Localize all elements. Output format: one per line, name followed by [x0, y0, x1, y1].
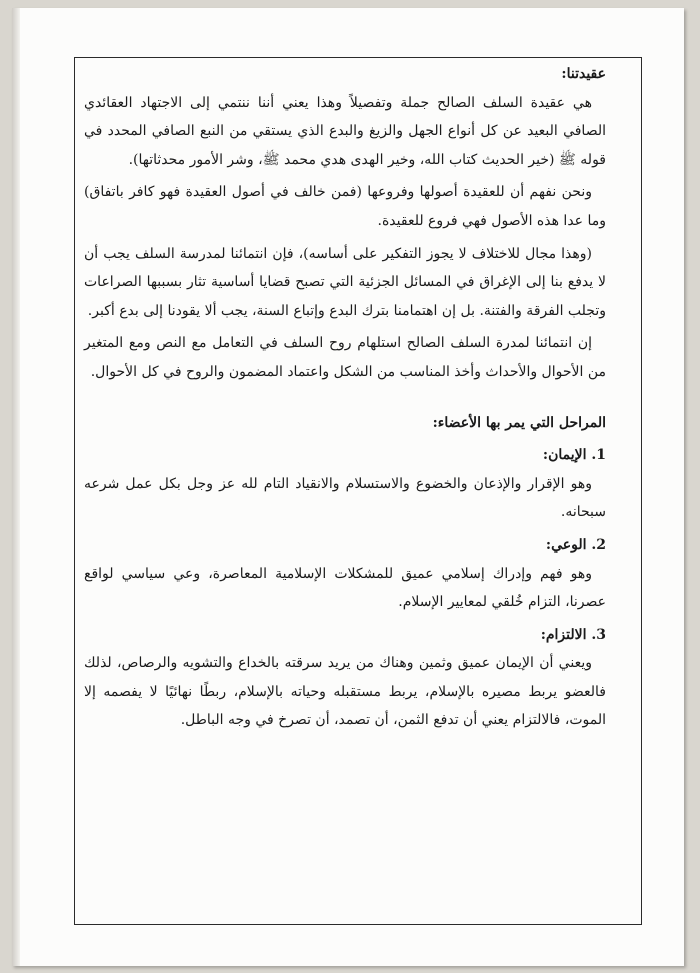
stage-title-awareness: 2. الوعي:: [545, 536, 606, 553]
stage-text-commitment: ويعني أن الإيمان عميق وثمين وهناك من يريد سرقته بالخداع والتشويه والرصاص، لذلك فالعضو يربط مصيره بالإسلام، يربط مستقبله وحياته بالإسلام، ربطًا نهائيًا لا يفصمه إلا الموت، فالالتزام يعني أن تدفع الثمن، أن تصمد، أن تصرخ في وجه الباطل.: [84, 655, 606, 729]
creed-paragraph-3: (وهذا مجال للاختلاف لا يجوز التفكير على أساسه)، فإن انتمائنا لمدرسة السلف يجب أن لا يدفع بنا إلى الإغراق في المسائل الجزئية التي تصبح قضايا أساسية تثار بسببها الصراعات وتجلب الفرقة والفتنة. بل إن اهتمامنا بترك البدع وإتباع السنة، يجب ألا يقودنا إلى بدع أكبر.: [84, 245, 606, 319]
creed-paragraph-1: هي عقيدة السلف الصالح جملة وتفصيلاً وهذا يعني أننا ننتمي إلى الاجتهاد العقائدي الصافي البعيد عن كل أنواع الجهل والزيغ والبدع الذي يستقي من النبع الصافي المحدد في قوله ﷺ (خير الحديث كتاب الله، وخير الهدى هدي محمد ﷺ، وشر الأمور محدثاتها).: [84, 94, 606, 168]
stage-title-faith: 1. الإيمان:: [542, 447, 606, 464]
creed-paragraph-4: إن انتمائنا لمدرة السلف الصالح استلهام روح السلف في التعامل مع النص ومع المتغير من الأحوال والأحداث وأخذ المناسب من الشكل واعتماد المضمون والروح في كل الأحوال.: [84, 335, 606, 380]
document-body: [84, 60, 606, 735]
section-title-stages: المراحل التي يمر بها الأعضاء:: [432, 414, 606, 431]
section-title-our-creed: عقيدتنا:: [561, 66, 606, 82]
stage-title-commitment: 3. الالتزام:: [540, 626, 606, 643]
creed-paragraph-2: ونحن نفهم أن للعقيدة أصولها وفروعها (فمن خالف في أصول العقيدة فهو كافر باتفاق) وما عدا هذه الأصول فهي فروع للعقيدة.: [84, 184, 606, 229]
stage-text-awareness: وهو فهم وإدراك إسلامي عميق للمشكلات الإسلامية المعاصرة، وعي سياسي لواقع عصرنا، التزام خُلقي لمعايير الإسلام.: [84, 565, 606, 611]
sheet-edge: [12, 8, 20, 966]
stage-text-faith: وهو الإقرار والإذعان والخضوع والاستسلام والانقياد التام لله عز وجل بكل عمل شرعه سبحانه.: [84, 475, 606, 521]
